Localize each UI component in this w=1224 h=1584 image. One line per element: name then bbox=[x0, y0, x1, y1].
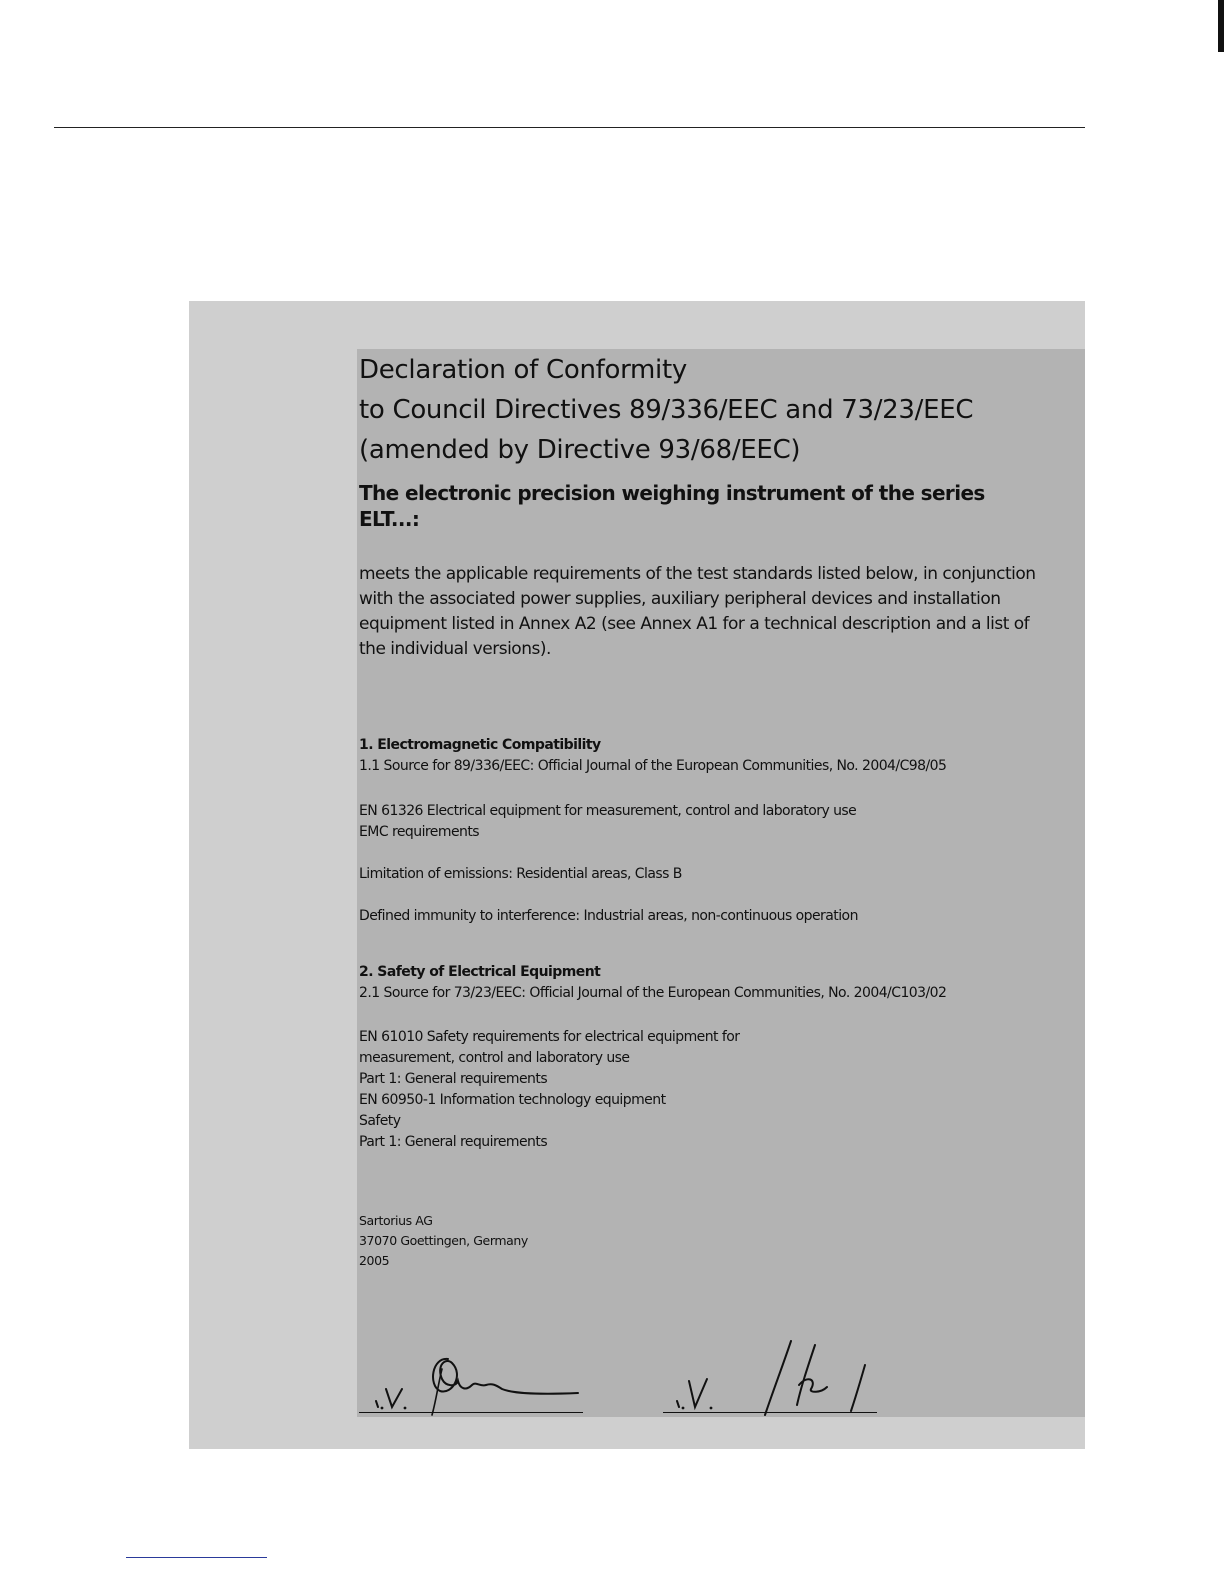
standard-line: EN 61010 Safety requirements for electrical equipment for bbox=[359, 1029, 740, 1045]
company-line: Sartorius AG bbox=[359, 1213, 433, 1228]
section2-heading: 2. Safety of Electrical Equipment bbox=[359, 964, 601, 980]
footer-rule bbox=[126, 1557, 267, 1558]
title-line: (amended by Directive 93/68/EEC) bbox=[359, 435, 801, 465]
standard-line: Part 1: General requirements bbox=[359, 1134, 548, 1150]
section1-immunity: Defined immunity to interference: Industrial areas, non-continuous operation bbox=[359, 908, 858, 924]
signature-right bbox=[665, 1335, 880, 1417]
subtitle-line: ELT...: bbox=[359, 507, 420, 531]
section2-source: 2.1 Source for 73/23/EEC: Official Journal of the European Communities, No. 2004/C103/02 bbox=[359, 985, 947, 1001]
signature-left bbox=[362, 1345, 592, 1417]
intro-line: meets the applicable requirements of the test standards listed below, in conjunction bbox=[359, 564, 1036, 584]
section1-source: 1.1 Source for 89/336/EEC: Official Journal of the European Communities, No. 2004/C98/05 bbox=[359, 758, 947, 774]
intro-line: equipment listed in Annex A2 (see Annex A1 for a technical description and a list of bbox=[359, 614, 1030, 634]
page-edge-mark bbox=[1218, 0, 1224, 52]
company-line: 2005 bbox=[359, 1253, 390, 1268]
intro-line: the individual versions). bbox=[359, 639, 551, 659]
signature-right-line bbox=[663, 1412, 877, 1413]
signature-left-line bbox=[359, 1412, 583, 1413]
standard-line: EN 61326 Electrical equipment for measurement, control and laboratory use bbox=[359, 803, 857, 819]
section1-block bbox=[359, 735, 946, 777]
standard-line: EMC requirements bbox=[359, 824, 480, 840]
section1-heading: 1. Electromagnetic Compatibility bbox=[359, 737, 601, 753]
standard-line: EN 60950-1 Information technology equipment bbox=[359, 1092, 666, 1108]
section1-emissions: Limitation of emissions: Residential areas, Class B bbox=[359, 866, 682, 882]
company-line: 37070 Goettingen, Germany bbox=[359, 1233, 528, 1248]
declaration-title bbox=[359, 350, 973, 470]
title-line: to Council Directives 89/336/EEC and 73/23/EEC bbox=[359, 395, 974, 425]
title-line: Declaration of Conformity bbox=[359, 355, 687, 385]
intro-line: with the associated power supplies, auxiliary peripheral devices and installation bbox=[359, 589, 1001, 609]
standard-line: measurement, control and laboratory use bbox=[359, 1050, 630, 1066]
instrument-subtitle bbox=[359, 480, 985, 532]
company-address bbox=[359, 1211, 528, 1271]
section1-standard bbox=[359, 801, 856, 843]
header-rule bbox=[54, 127, 1085, 128]
intro-paragraph bbox=[359, 562, 1036, 662]
standard-line: Safety bbox=[359, 1113, 401, 1129]
standard-line: Part 1: General requirements bbox=[359, 1071, 548, 1087]
section2-block bbox=[359, 962, 946, 1004]
subtitle-line: The electronic precision weighing instrument of the series bbox=[359, 481, 985, 505]
section2-standards bbox=[359, 1027, 740, 1153]
